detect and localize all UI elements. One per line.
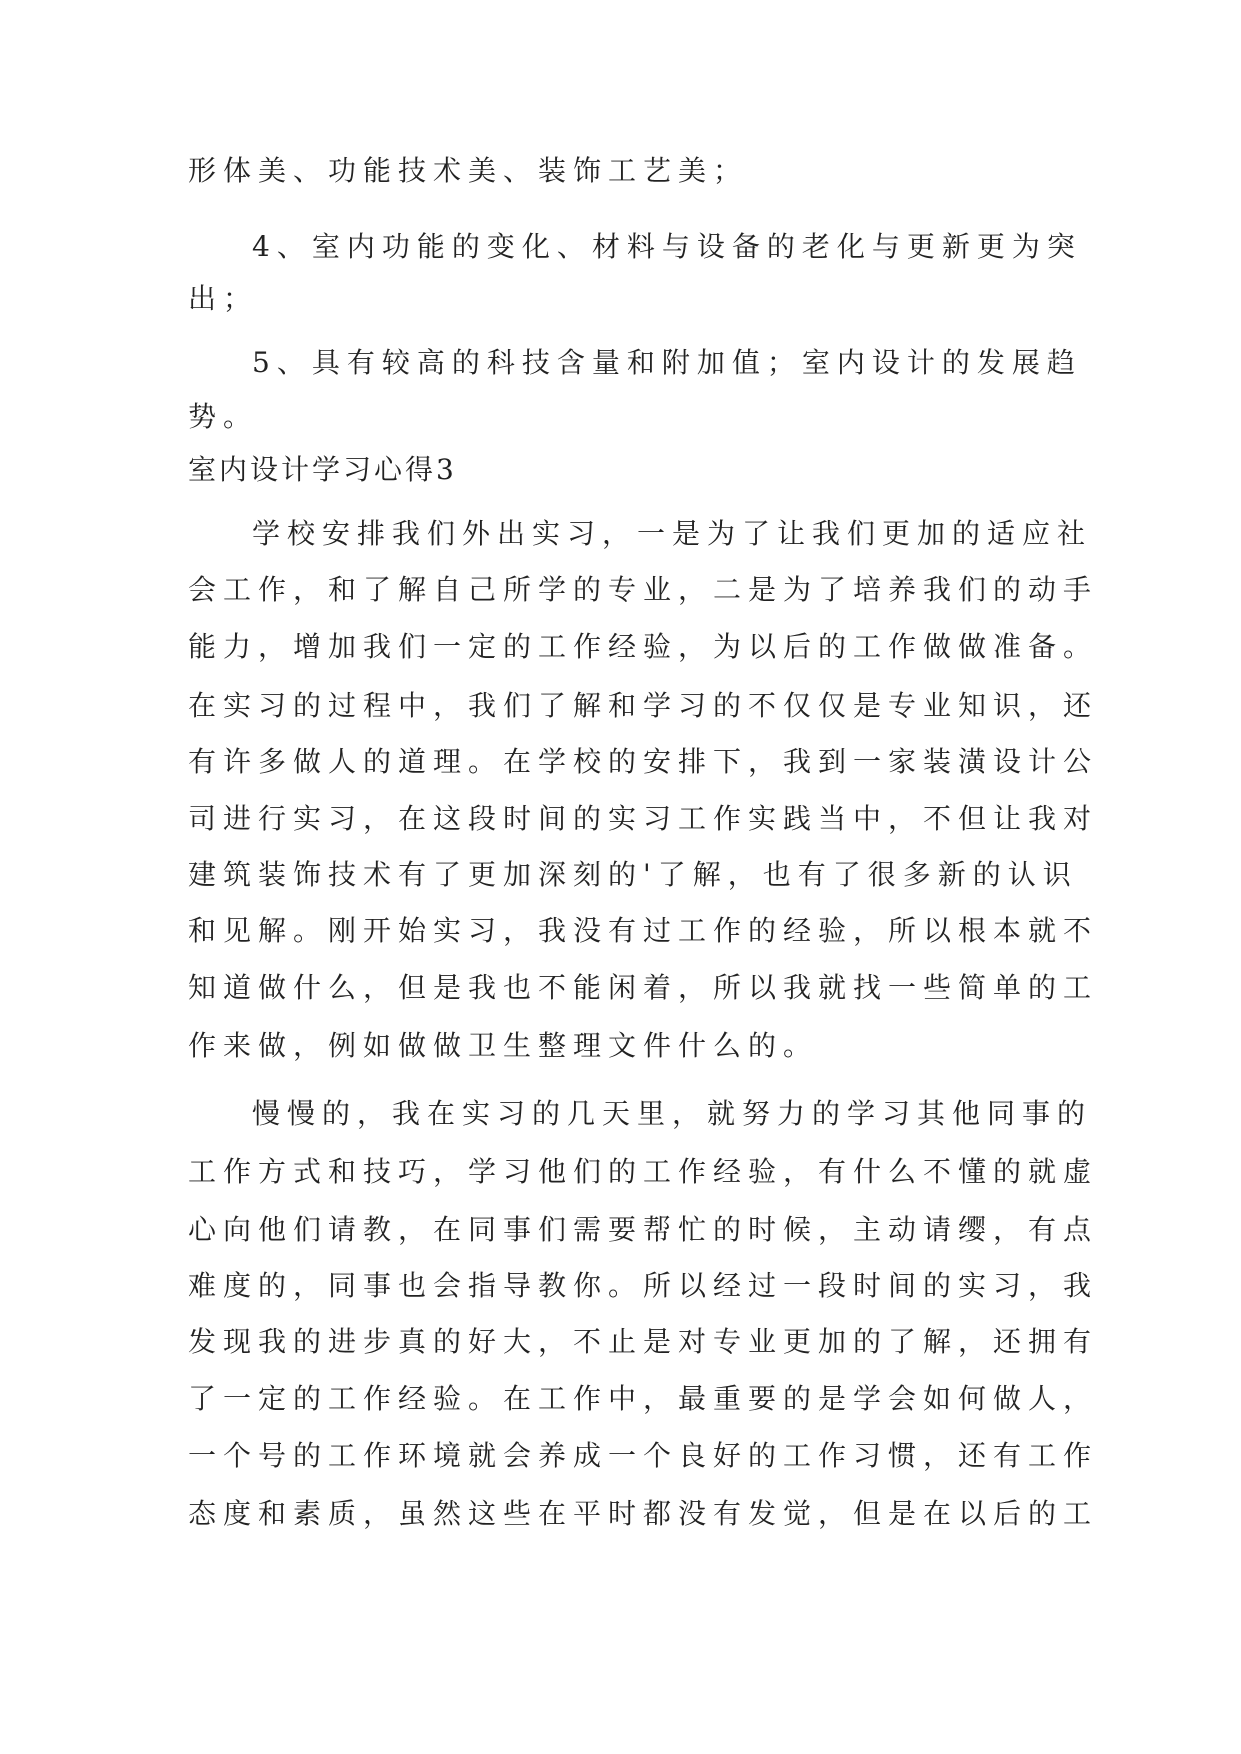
text-line: 发现我的进步真的好大，不止是对专业更加的了解，还拥有 (188, 1325, 1099, 1358)
text-line: 学校安排我们外出实习，一是为了让我们更加的适应社 (252, 517, 1093, 550)
text-line: 司进行实习，在这段时间的实习工作实践当中，不但让我对 (188, 802, 1099, 835)
text-line: 能力，增加我们一定的工作经验，为以后的工作做做准备。 (188, 630, 1099, 663)
text-line: 势。 (188, 400, 259, 433)
text-line: 知道做什么，但是我也不能闲着，所以我就找一些简单的工 (188, 971, 1099, 1004)
text-line: 建筑装饰技术有了更加深刻的'了解，也有了很多新的认识 (188, 858, 1078, 891)
text-line: 作来做，例如做做卫生整理文件什么的。 (188, 1029, 819, 1062)
text-line: 在实习的过程中，我们了解和学习的不仅仅是专业知识，还 (188, 689, 1099, 722)
text-line: 心向他们请教，在同事们需要帮忙的时候，主动请缨，有点 (188, 1213, 1099, 1246)
text-line: 一个号的工作环境就会养成一个良好的工作习惯，还有工作 (188, 1439, 1099, 1472)
text-line: 4、室内功能的变化、材料与设备的老化与更新更为突 (252, 230, 1082, 263)
text-line: 有许多做人的道理。在学校的安排下，我到一家装潢设计公 (188, 745, 1099, 778)
text-line: 态度和素质，虽然这些在平时都没有发觉，但是在以后的工 (188, 1497, 1099, 1530)
text-line: 5、具有较高的科技含量和附加值；室内设计的发展趋 (252, 346, 1082, 379)
text-line: 形体美、功能技术美、装饰工艺美； (188, 154, 749, 187)
text-line: 工作方式和技巧，学习他们的工作经验，有什么不懂的就虚 (188, 1155, 1099, 1188)
section-heading: 室内设计学习心得3 (188, 453, 457, 486)
text-line: 难度的，同事也会指导教你。所以经过一段时间的实习，我 (188, 1269, 1099, 1302)
text-line: 慢慢的，我在实习的几天里，就努力的学习其他同事的 (252, 1097, 1093, 1130)
text-line: 和见解。刚开始实习，我没有过工作的经验，所以根本就不 (188, 914, 1099, 947)
text-line: 出； (188, 282, 259, 315)
text-line: 了一定的工作经验。在工作中，最重要的是学会如何做人， (188, 1382, 1099, 1415)
text-line: 会工作，和了解自己所学的专业，二是为了培养我们的动手 (188, 573, 1099, 606)
